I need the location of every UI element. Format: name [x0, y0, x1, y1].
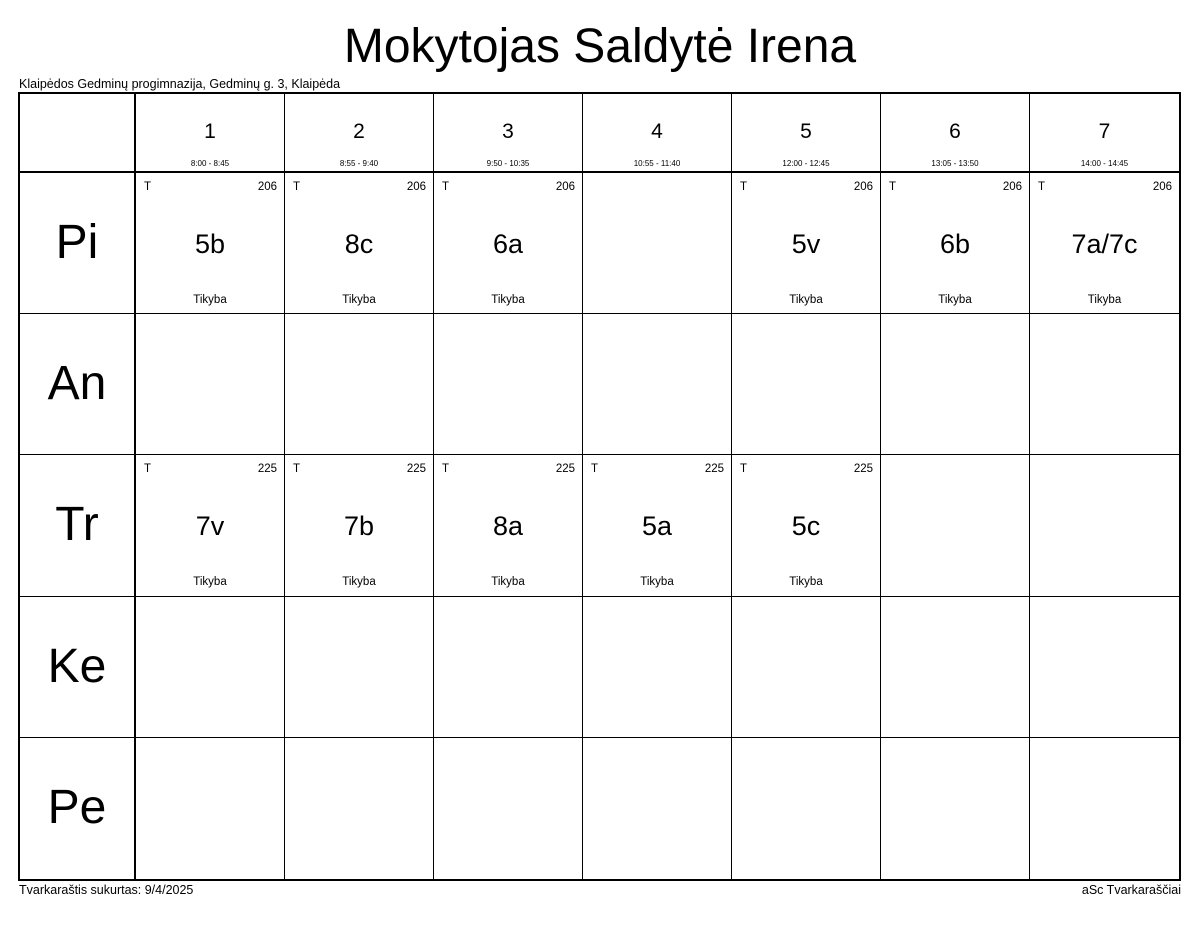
software-name: aSc Tvarkaraščiai — [1081, 883, 1181, 897]
period-number: 2 — [353, 120, 365, 143]
empty-cell — [881, 455, 1030, 596]
empty-cell — [285, 738, 434, 879]
empty-cell — [1030, 455, 1179, 596]
period-number: 4 — [651, 120, 663, 143]
empty-cell — [583, 738, 732, 879]
period-number: 7 — [1098, 120, 1111, 143]
day-label: Ke — [47, 639, 107, 693]
period-header — [732, 94, 881, 173]
period-number: 1 — [204, 120, 216, 143]
lesson-subject: Tikyba — [789, 576, 823, 589]
lesson-class: 5v — [791, 229, 821, 259]
lesson-room: 225 — [257, 463, 277, 476]
empty-cell — [136, 597, 285, 738]
lesson-class: 5c — [791, 511, 821, 542]
period-time: 8:00 - 8:45 — [190, 159, 230, 168]
empty-cell — [732, 738, 881, 879]
lesson-room: 206 — [1152, 181, 1172, 193]
period-header — [1030, 94, 1179, 173]
created-date: Tvarkaraštis sukurtas: 9/4/2025 — [19, 883, 194, 897]
lesson-subject: Tikyba — [491, 576, 525, 589]
lesson-room: 225 — [406, 463, 426, 476]
lesson-type: T — [1038, 181, 1046, 193]
day-header — [20, 173, 136, 314]
period-header — [285, 94, 434, 173]
lesson-card — [285, 173, 434, 314]
empty-cell — [732, 597, 881, 738]
lesson-type: T — [740, 181, 748, 193]
day-header — [20, 597, 136, 738]
period-time: 9:50 - 10:35 — [486, 159, 530, 168]
corner-cell — [20, 94, 136, 173]
empty-cell — [434, 738, 583, 879]
period-header — [136, 94, 285, 173]
school-address: Klaipėdos Gedminų progimnazija, Gedminų g. 3, Klaipėda — [19, 77, 341, 91]
period-time: 13:05 - 13:50 — [931, 159, 979, 168]
lesson-class: 7a/7c — [1071, 229, 1138, 259]
day-label: An — [47, 357, 107, 411]
lesson-card — [881, 173, 1030, 314]
lesson-subject: Tikyba — [193, 576, 227, 589]
lesson-type: T — [144, 181, 152, 193]
lesson-subject: Tikyba — [1087, 294, 1122, 306]
period-time: 10:55 - 11:40 — [633, 159, 681, 168]
period-time: 12:00 - 12:45 — [782, 159, 830, 168]
lesson-subject: Tikyba — [193, 294, 227, 306]
lesson-class: 8a — [492, 511, 524, 542]
lesson-class: 8c — [344, 229, 374, 259]
lesson-room: 225 — [555, 463, 575, 476]
lesson-card — [583, 455, 732, 596]
empty-cell — [1030, 597, 1179, 738]
empty-cell — [881, 738, 1030, 879]
lesson-room: 206 — [406, 181, 426, 193]
period-number: 5 — [800, 120, 812, 143]
empty-cell — [732, 314, 881, 455]
lesson-class: 7b — [343, 511, 375, 542]
lesson-subject: Tikyba — [342, 294, 376, 306]
empty-cell — [583, 173, 732, 314]
lesson-room: 206 — [853, 181, 873, 193]
lesson-room: 225 — [704, 463, 724, 476]
lesson-room: 206 — [555, 181, 575, 193]
period-time: 14:00 - 14:45 — [1080, 159, 1129, 168]
empty-cell — [583, 314, 732, 455]
lesson-card — [434, 455, 583, 596]
lesson-card — [1030, 173, 1179, 314]
lesson-card — [732, 173, 881, 314]
empty-cell — [881, 314, 1030, 455]
lesson-type: T — [442, 463, 450, 476]
lesson-type: T — [740, 463, 748, 476]
lesson-class: 6b — [939, 229, 971, 259]
empty-cell — [881, 597, 1030, 738]
lesson-class: 6a — [492, 229, 524, 259]
lesson-class: 5b — [194, 229, 226, 259]
empty-cell — [285, 314, 434, 455]
lesson-room: 206 — [257, 181, 277, 193]
empty-cell — [136, 314, 285, 455]
lesson-card — [732, 455, 881, 596]
lesson-room: 206 — [1002, 181, 1022, 193]
lesson-type: T — [442, 181, 450, 193]
lesson-card — [136, 173, 285, 314]
empty-cell — [434, 597, 583, 738]
day-header — [20, 738, 136, 879]
lesson-subject: Tikyba — [789, 294, 823, 306]
lesson-type: T — [889, 181, 897, 193]
lesson-subject: Tikyba — [491, 294, 525, 306]
day-label: Tr — [55, 498, 99, 552]
lesson-class: 5a — [641, 511, 673, 542]
period-header — [881, 94, 1030, 173]
lesson-type: T — [591, 463, 599, 476]
period-time: 8:55 - 9:40 — [339, 159, 379, 168]
empty-cell — [1030, 314, 1179, 455]
empty-cell — [136, 738, 285, 879]
lesson-room: 225 — [853, 463, 873, 476]
empty-cell — [583, 597, 732, 738]
empty-cell — [1030, 738, 1179, 879]
lesson-subject: Tikyba — [342, 576, 376, 589]
day-label: Pi — [55, 216, 99, 270]
period-header — [434, 94, 583, 173]
lesson-type: T — [293, 181, 301, 193]
day-label: Pe — [47, 781, 107, 835]
lesson-subject: Tikyba — [640, 576, 674, 589]
lesson-subject: Tikyba — [938, 294, 972, 306]
period-header — [583, 94, 732, 173]
day-header — [20, 455, 136, 596]
page-title: Mokytojas Saldytė Irena — [343, 20, 857, 73]
day-header — [20, 314, 136, 455]
lesson-type: T — [144, 463, 152, 476]
lesson-card — [285, 455, 434, 596]
period-number: 6 — [949, 120, 961, 143]
lesson-card — [136, 455, 285, 596]
lesson-card — [434, 173, 583, 314]
timetable-grid — [18, 92, 1181, 881]
lesson-class: 7v — [195, 511, 225, 542]
lesson-type: T — [293, 463, 301, 476]
empty-cell — [434, 314, 583, 455]
empty-cell — [285, 597, 434, 738]
period-number: 3 — [502, 120, 514, 143]
